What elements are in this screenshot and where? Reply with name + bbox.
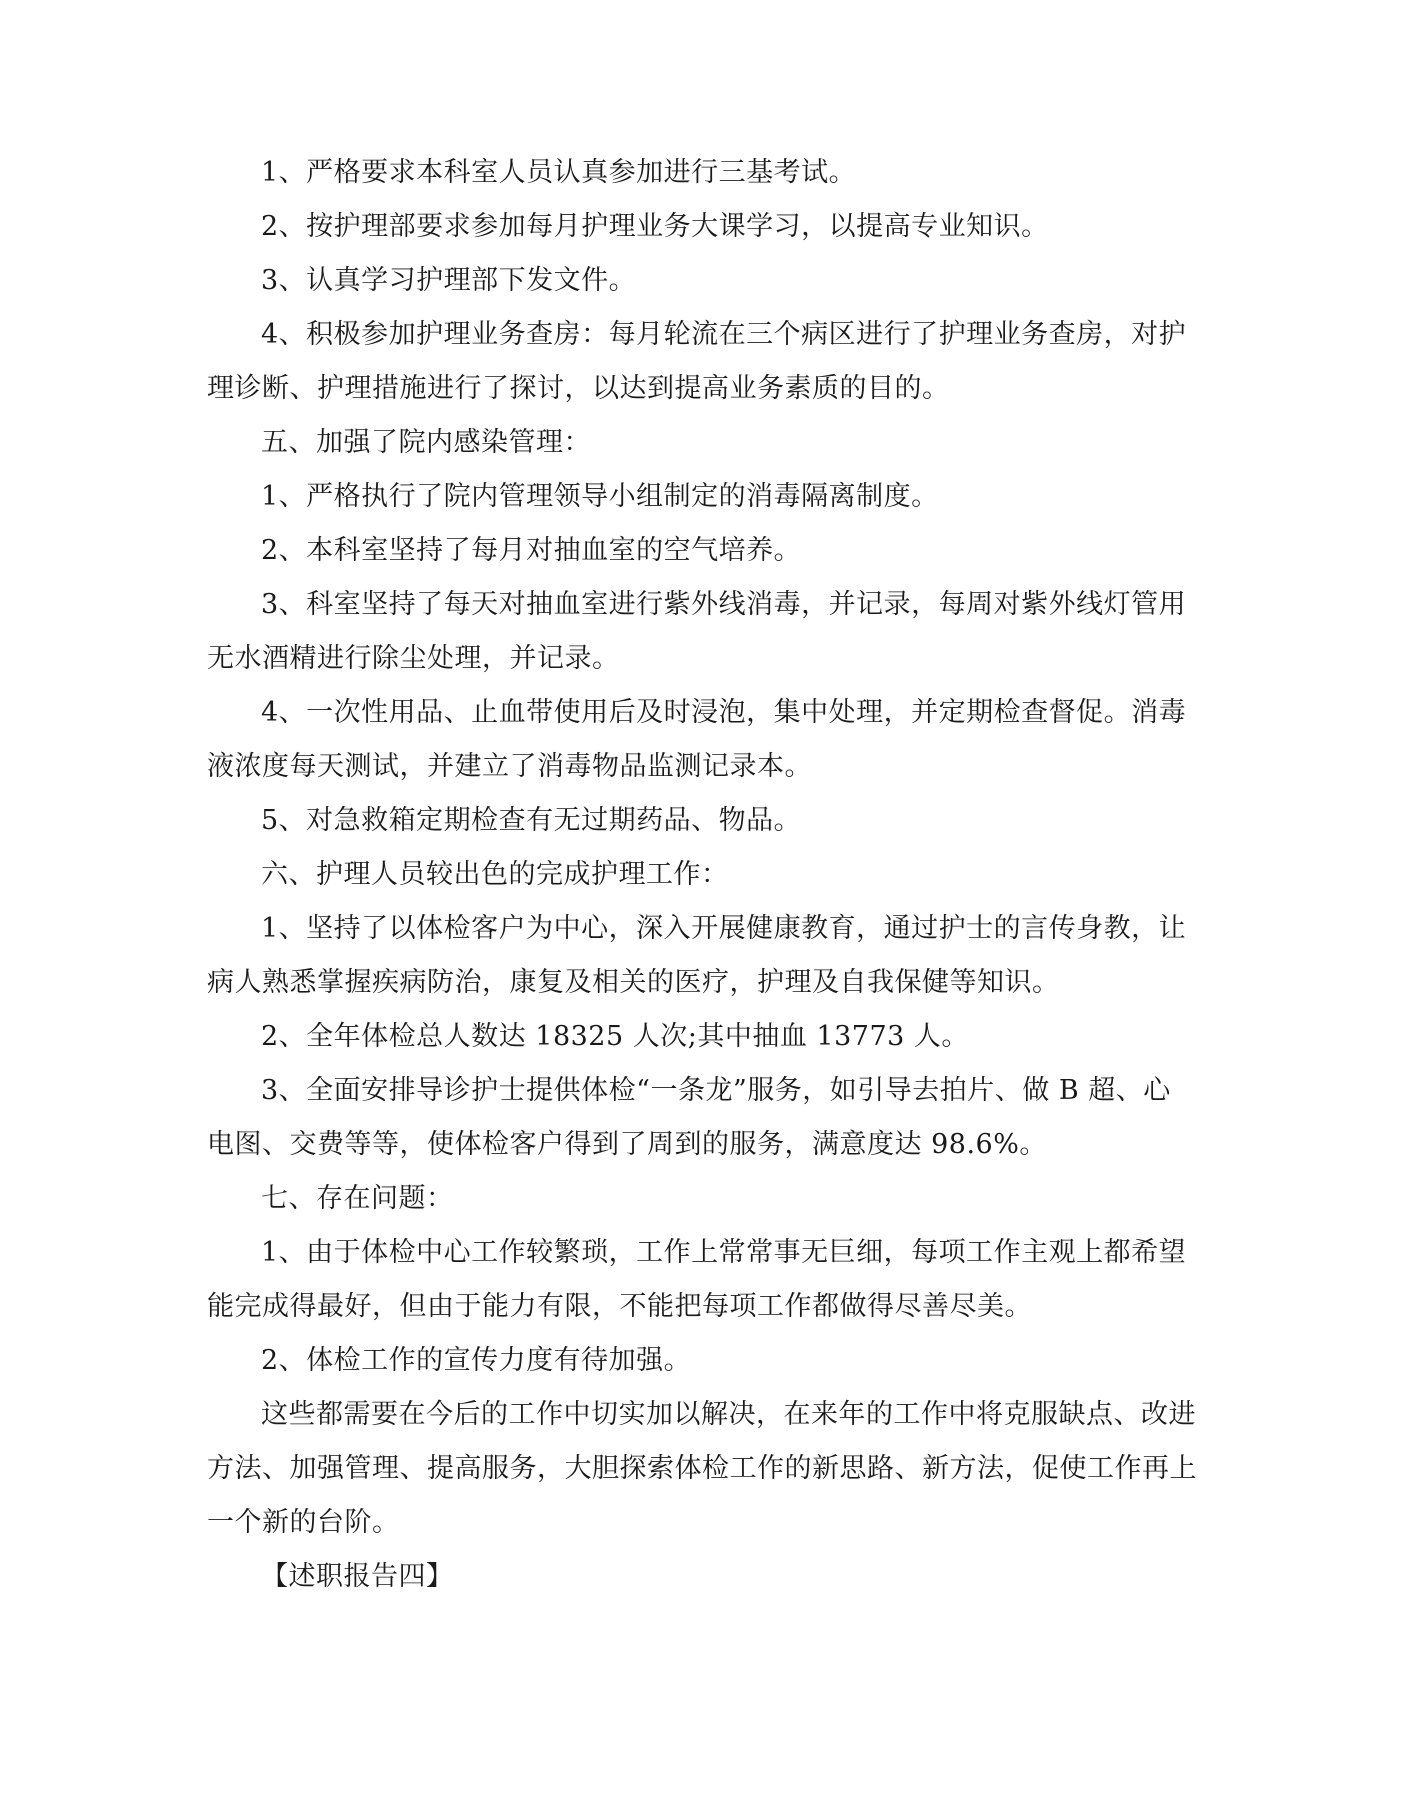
paragraph-12: 1、坚持了以体检客户为中心，深入开展健康教育，通过护士的言传身教，让病人熟悉掌握疾病防治，康复及相关的医疗，护理及自我保健等知识。 bbox=[207, 913, 1187, 998]
paragraph-4: 4、积极参加护理业务查房：每月轮流在三个病区进行了护理业务查房，对护理诊断、护理措施进行了探讨，以达到提高业务素质的目的。 bbox=[207, 319, 1187, 404]
document-body bbox=[207, 146, 1197, 1604]
paragraph-2: 2、按护理部要求参加每月护理业务大课学习，以提高专业知识。 bbox=[261, 211, 1049, 242]
paragraph-7: 2、本科室坚持了每月对抽血室的空气培养。 bbox=[261, 535, 802, 566]
section-heading-5: 五、加强了院内感染管理： bbox=[261, 427, 591, 458]
paragraph-8: 3、科室坚持了每天对抽血室进行紫外线消毒，并记录，每周对紫外线灯管用无水酒精进行除尘处理，并记录。 bbox=[207, 589, 1187, 674]
paragraph-18: 这些都需要在今后的工作中切实加以解决，在来年的工作中将克服缺点、改进方法、加强管理、提高服务，大胆探索体检工作的新思路、新方法，促使工作再上一个新的台阶。 bbox=[207, 1399, 1197, 1538]
paragraph-13: 2、全年体检总人数达 18325 人次;其中抽血 13773 人。 bbox=[261, 1021, 969, 1052]
paragraph-16: 1、由于体检中心工作较繁琐，工作上常常事无巨细，每项工作主观上都希望能完成得最好，但由于能力有限，不能把每项工作都做得尽善尽美。 bbox=[207, 1237, 1187, 1322]
paragraph-1: 1、严格要求本科室人员认真参加进行三基考试。 bbox=[261, 157, 857, 188]
paragraph-17: 2、体检工作的宣传力度有待加强。 bbox=[261, 1345, 692, 1376]
paragraph-6: 1、严格执行了院内管理领导小组制定的消毒隔离制度。 bbox=[261, 481, 939, 512]
paragraph-9: 4、一次性用品、止血带使用后及时浸泡，集中处理，并定期检查督促。消毒液浓度每天测试，并建立了消毒物品监测记录本。 bbox=[207, 697, 1187, 782]
section-heading-7: 七、存在问题： bbox=[261, 1183, 454, 1214]
paragraph-3: 3、认真学习护理部下发文件。 bbox=[261, 265, 637, 296]
next-section-title: 【述职报告四】 bbox=[261, 1561, 454, 1592]
section-heading-6: 六、护理人员较出色的完成护理工作： bbox=[261, 859, 729, 890]
paragraph-14: 3、全面安排导诊护士提供体检“一条龙”服务，如引导去拍片、做 B 超、心电图、交费等等，使体检客户得到了周到的服务，满意度达 98.6%。 bbox=[207, 1075, 1171, 1160]
paragraph-10: 5、对急救箱定期检查有无过期药品、物品。 bbox=[261, 805, 802, 836]
